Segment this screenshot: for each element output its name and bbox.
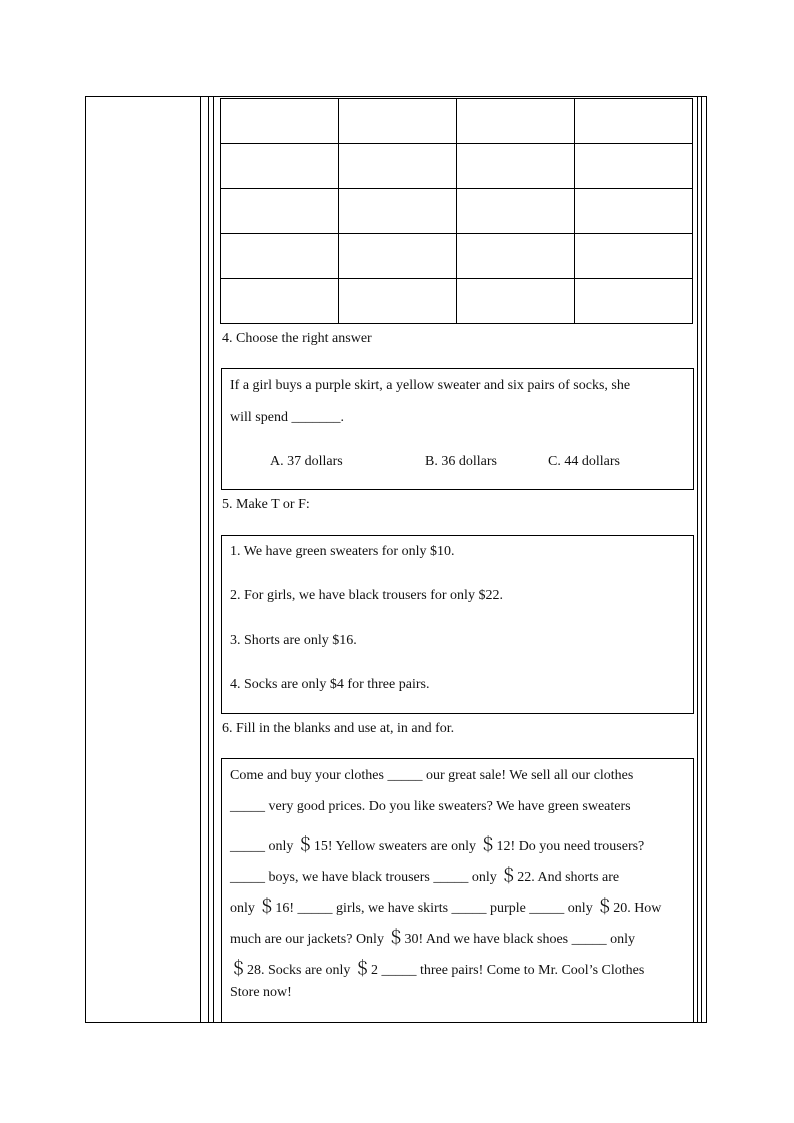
currency-symbol: ＄ [479, 835, 497, 854]
grid-cell[interactable] [457, 279, 575, 324]
q4-line-1: If a girl buys a purple skirt, a yellow sweater and six pairs of socks, she [230, 378, 631, 393]
q6-title: 6. Fill in the blanks and use at, in and for. [222, 721, 455, 736]
q6-line-1: Come and buy your clothes _____ our great sale! We sell all our clothes [230, 768, 634, 783]
q6-line-7 [230, 954, 644, 979]
column-divider [200, 96, 201, 1023]
q5-item-2: 2. For girls, we have black trousers for only $22. [230, 588, 503, 603]
grid-row [221, 279, 693, 324]
grid-cell[interactable] [221, 189, 339, 234]
currency-symbol: ＄ [596, 897, 614, 916]
q5-item-3: 3. Shorts are only $16. [230, 633, 357, 648]
q4-option-c[interactable]: C. 44 dollars [548, 454, 620, 469]
q6-line-6 [230, 923, 635, 948]
grid-cell[interactable] [575, 144, 693, 189]
grid-cell[interactable] [457, 189, 575, 234]
inner-frame-right-inner [697, 96, 698, 1023]
grid-row [221, 144, 693, 189]
q6-box [221, 758, 694, 1023]
q6-line-4-a: _____ boys, we have black trousers _____ only [230, 870, 501, 885]
grid-cell[interactable] [221, 144, 339, 189]
q4-line-2: will spend _______. [230, 410, 344, 425]
inner-frame-left-inner [213, 96, 214, 1023]
grid-cell[interactable] [575, 279, 693, 324]
grid-cell[interactable] [339, 144, 457, 189]
grid-cell[interactable] [221, 99, 339, 144]
q4-box [221, 368, 694, 490]
currency-symbol: ＄ [258, 897, 276, 916]
currency-symbol: ＄ [230, 959, 247, 978]
grid-row [221, 234, 693, 279]
currency-symbol: ＄ [353, 959, 371, 978]
q6-line-3 [230, 830, 644, 855]
answer-grid [220, 98, 693, 324]
q5-box [221, 535, 694, 714]
q5-title: 5. Make T or F: [222, 497, 310, 512]
q6-line-2: _____ very good prices. Do you like sweaters? We have green sweaters [230, 799, 631, 814]
q4-option-b[interactable]: B. 36 dollars [425, 454, 497, 469]
grid-cell[interactable] [575, 189, 693, 234]
q6-line-3-c: 12! Do you need trousers? [496, 839, 645, 854]
grid-cell[interactable] [339, 99, 457, 144]
grid-cell[interactable] [457, 144, 575, 189]
q4-option-a[interactable]: A. 37 dollars [270, 454, 343, 469]
grid-cell[interactable] [221, 234, 339, 279]
q6-line-6-a: much are our jackets? Only [230, 932, 388, 947]
grid-cell[interactable] [457, 234, 575, 279]
q6-line-5 [230, 892, 661, 917]
q6-line-4 [230, 861, 619, 886]
currency-symbol: ＄ [296, 835, 314, 854]
grid-cell[interactable] [221, 279, 339, 324]
grid-row [221, 189, 693, 234]
q5-item-1: 1. We have green sweaters for only $10. [230, 544, 455, 559]
currency-symbol: ＄ [500, 866, 518, 885]
grid-cell[interactable] [339, 234, 457, 279]
inner-frame-left-outer [208, 96, 209, 1023]
inner-frame-right-outer [701, 96, 702, 1023]
q6-line-3-b: 15! Yellow sweaters are only [313, 839, 480, 854]
q6-line-5-a: only [230, 901, 259, 916]
q6-line-7-b: 28. Socks are only [247, 963, 354, 978]
grid-row [221, 99, 693, 144]
grid-cell[interactable] [575, 234, 693, 279]
q6-line-8: Store now! [230, 985, 292, 1000]
q5-item-4: 4. Socks are only $4 for three pairs. [230, 677, 430, 692]
q6-line-5-b: 16! _____ girls, we have skirts _____ purple _____ only [275, 901, 597, 916]
currency-symbol: ＄ [387, 928, 405, 947]
grid-cell[interactable] [575, 99, 693, 144]
q6-line-5-c: 20. How [613, 901, 662, 916]
q6-line-7-c: 2 _____ three pairs! Come to Mr. Cool’s Clothes [370, 963, 645, 978]
q4-title: 4. Choose the right answer [222, 331, 372, 346]
grid-cell[interactable] [339, 279, 457, 324]
q6-line-3-a: _____ only [230, 839, 297, 854]
grid-cell[interactable] [457, 99, 575, 144]
q6-line-4-b: 22. And shorts are [517, 870, 620, 885]
grid-cell[interactable] [339, 189, 457, 234]
q6-line-6-b: 30! And we have black shoes _____ only [404, 932, 636, 947]
